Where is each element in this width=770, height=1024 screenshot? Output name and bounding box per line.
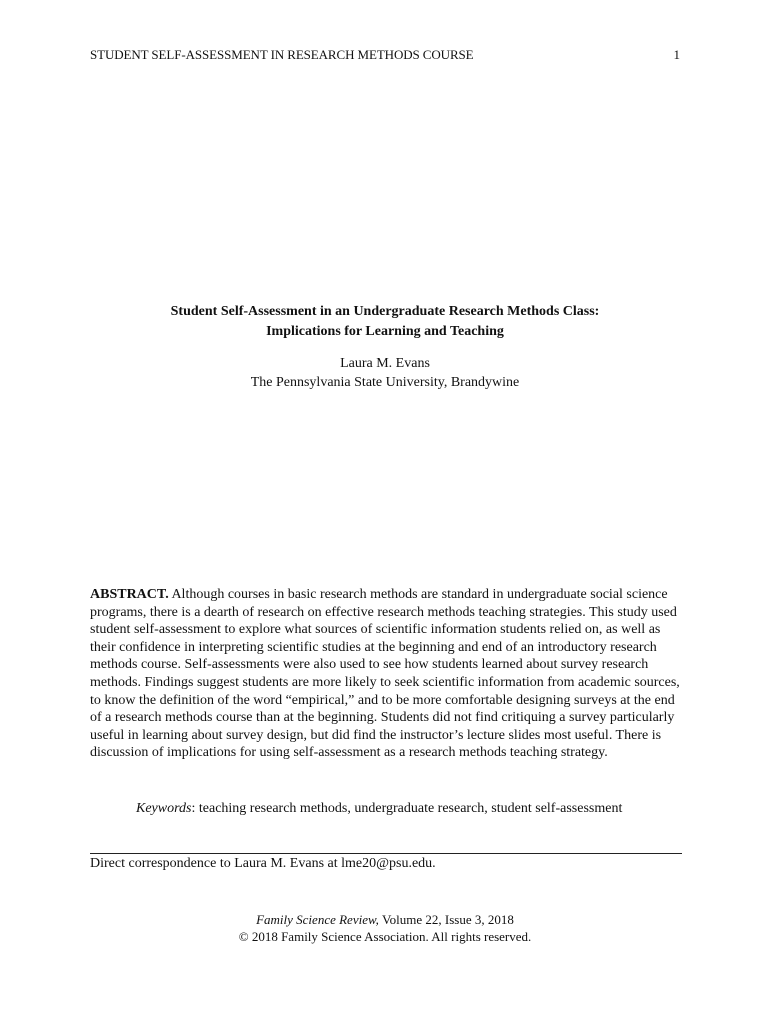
journal-name: Family Science Review, bbox=[256, 912, 379, 927]
journal-citation bbox=[90, 911, 680, 928]
abstract-label: ABSTRACT. bbox=[90, 587, 169, 602]
keywords-label: Keywords bbox=[136, 801, 192, 816]
correspondence-footnote: Direct correspondence to Laura M. Evans at lme20@psu.edu. bbox=[90, 856, 436, 871]
copyright-notice: © 2018 Family Science Association. All rights reserved. bbox=[238, 929, 532, 944]
author-affiliation: The Pennsylvania State University, Brandywine bbox=[250, 375, 520, 390]
journal-details: Volume 22, Issue 3, 2018 bbox=[378, 912, 514, 927]
page-number: 1 bbox=[673, 47, 680, 62]
paper-title-line-2: Implications for Learning and Teaching bbox=[266, 324, 504, 339]
author-name: Laura M. Evans bbox=[340, 356, 430, 371]
journal-info bbox=[90, 911, 680, 945]
keywords-text: : teaching research methods, undergraduate research, student self-assessment bbox=[191, 801, 623, 816]
running-head bbox=[90, 45, 680, 65]
abstract bbox=[90, 586, 682, 762]
footnote-divider bbox=[90, 853, 682, 854]
keywords bbox=[136, 800, 696, 818]
paper-title-line-1: Student Self-Assessment in an Undergraduate Research Methods Class: bbox=[170, 304, 600, 319]
abstract-text: Although courses in basic research methods are standard in undergraduate social science programs, there is a dearth of research on effective research methods teaching strategies. This study used student self-assessment to explore what sources of scientific information students relied on, as well as their confidence in interpreting scientific studies at the beginning and end of an introductory research methods course. Self-assessments were also used to see how students learned about survey research methods. Findings suggest students are more likely to seek scientific information from academic sources, to know the definition of the word “empirical,” and to be more comfortable designing surveys at the end of a research methods course than at the beginning. Students did not find critiquing a survey particularly useful in learning about survey design, but did find the instructor’s lecture slides most useful. There is discussion of implications for using self-assessment as a research methods teaching strategy. bbox=[90, 587, 680, 761]
paper-title bbox=[90, 302, 680, 342]
running-head-title: STUDENT SELF-ASSESSMENT IN RESEARCH METHODS COURSE bbox=[90, 47, 474, 62]
author-block bbox=[90, 354, 680, 392]
